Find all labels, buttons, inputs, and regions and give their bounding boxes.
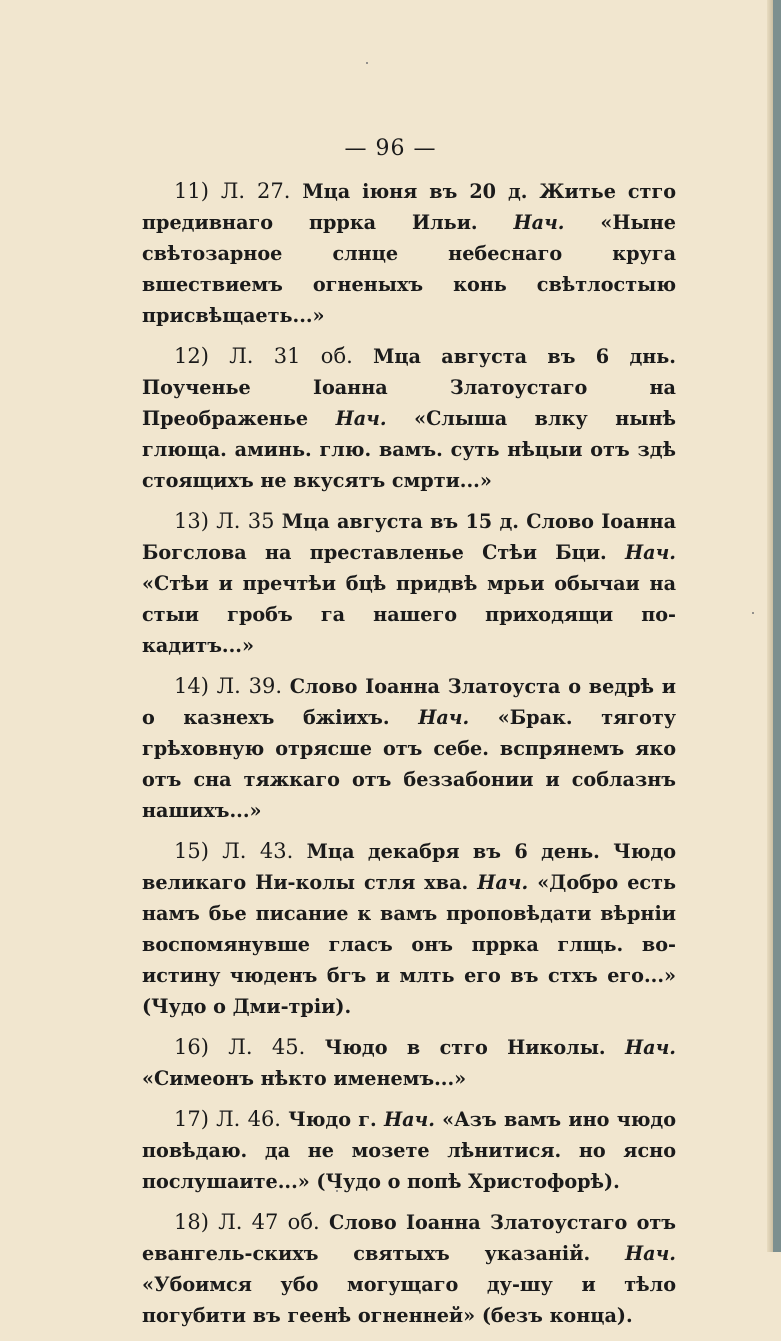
entry-text: Мца августа въ 15 д. Слово Iоанна Богслова на преставленье Стѣи Бци. — [142, 510, 677, 564]
entry-ref: 13) Л. 35 — [174, 509, 275, 533]
entry-text: Чюдо в стго Николы. — [324, 1036, 606, 1059]
entry-incipit-marker: Нач. — [477, 871, 529, 894]
entry-ref: 17) Л. 46. — [174, 1107, 281, 1131]
entry-incipit: «Симеонъ нѣкто именемъ...» — [142, 1067, 467, 1090]
entry-12 — [142, 341, 676, 496]
entry-ref: 18) Л. 47 об. — [174, 1210, 320, 1234]
entry-incipit-marker: Нач. — [383, 1108, 435, 1131]
entry-text: Слово Iоанна Златоуста о ведрѣ и о казнехъ бжiихъ. — [142, 675, 676, 729]
entry-incipit: «Азъ вамъ ино чюдо повѣдаю. да не мозете лѣнитися. но ясно послушаите...» (Чудо о попѣ Христофорѣ). — [142, 1108, 677, 1193]
entry-incipit-marker: Нач. — [625, 541, 676, 564]
entry-15 — [142, 836, 676, 1022]
entry-incipit: «Добро есть намъ бье писание к вамъ проповѣдати вѣрнiи воспомянувше гласъ онъ пррка глщь. во-истину чюденъ бгъ и млть его въ стхъ его...» (Чудо о Дми-трiи). — [142, 871, 676, 1018]
entry-13 — [142, 506, 676, 661]
paper-speck — [752, 612, 754, 614]
entry-ref: 16) Л. 45. — [174, 1035, 306, 1059]
entry-text: Мца iюня въ 20 д. Житье стго предивнаго пррка Ильи. — [142, 180, 676, 234]
entry-text: Слово Iоанна Златоустаго отъ евангель-скихъ святыхъ указанiй. — [142, 1211, 677, 1265]
entry-incipit: «Убоимся убо могущаго ду-шу и тѣло погубити въ геенѣ огненней» (безъ конца). — [142, 1273, 676, 1327]
entry-incipit-marker: Нач. — [513, 211, 565, 234]
entry-incipit: «Стѣи и пречтѣи бцѣ придвѣ мрьи обычаи на стыи гробъ га нашего приходящи по-кадитъ...» — [142, 572, 676, 657]
entry-17 — [142, 1104, 676, 1197]
entry-14 — [142, 671, 676, 826]
entry-incipit: «Брак. тяготу грѣховную отрясше отъ себе. вспрянемъ яко отъ сна тяжкаго отъ беззабонии и соблазнъ нашихъ...» — [142, 706, 676, 822]
entry-incipit: «Слыша влку нынѣ глюща. аминь. глю. вамъ. суть нѣцыи отъ здѣ стоящихъ не вкусятъ смрти...» — [142, 407, 677, 492]
entry-incipit: «Ныне свѣтозарное слнце небеснаго круга вшествиемъ огненыхъ конь свѣтлостыю присвѣщаеть...» — [142, 211, 676, 327]
page-number: — 96 — — [344, 136, 437, 161]
entry-incipit-marker: Нач. — [418, 706, 470, 729]
entry-incipit-marker: Нач. — [625, 1036, 676, 1059]
entry-incipit-marker: Нач. — [625, 1242, 676, 1265]
entry-11 — [142, 176, 676, 331]
entry-list — [142, 176, 676, 1341]
entry-text: Чюдо г. — [288, 1108, 377, 1131]
entry-ref: 12) Л. 31 об. — [174, 344, 353, 368]
paper-speck — [366, 62, 368, 64]
entry-text: Мца августа въ 6 днь. Поученье Iоанна Златоустаго на Преображенье — [142, 345, 676, 430]
entry-ref: 11) Л. 27. — [174, 179, 291, 203]
entry-ref: 15) Л. 43. — [174, 839, 294, 863]
book-edge — [773, 0, 781, 1252]
entry-incipit-marker: Нач. — [335, 407, 387, 430]
entry-ref: 14) Л. 39. — [174, 674, 282, 698]
entry-text: Мца декабря въ 6 день. Чюдо великаго Ни-колы стля хва. — [142, 840, 676, 894]
entry-18 — [142, 1207, 676, 1331]
entry-16 — [142, 1032, 676, 1094]
